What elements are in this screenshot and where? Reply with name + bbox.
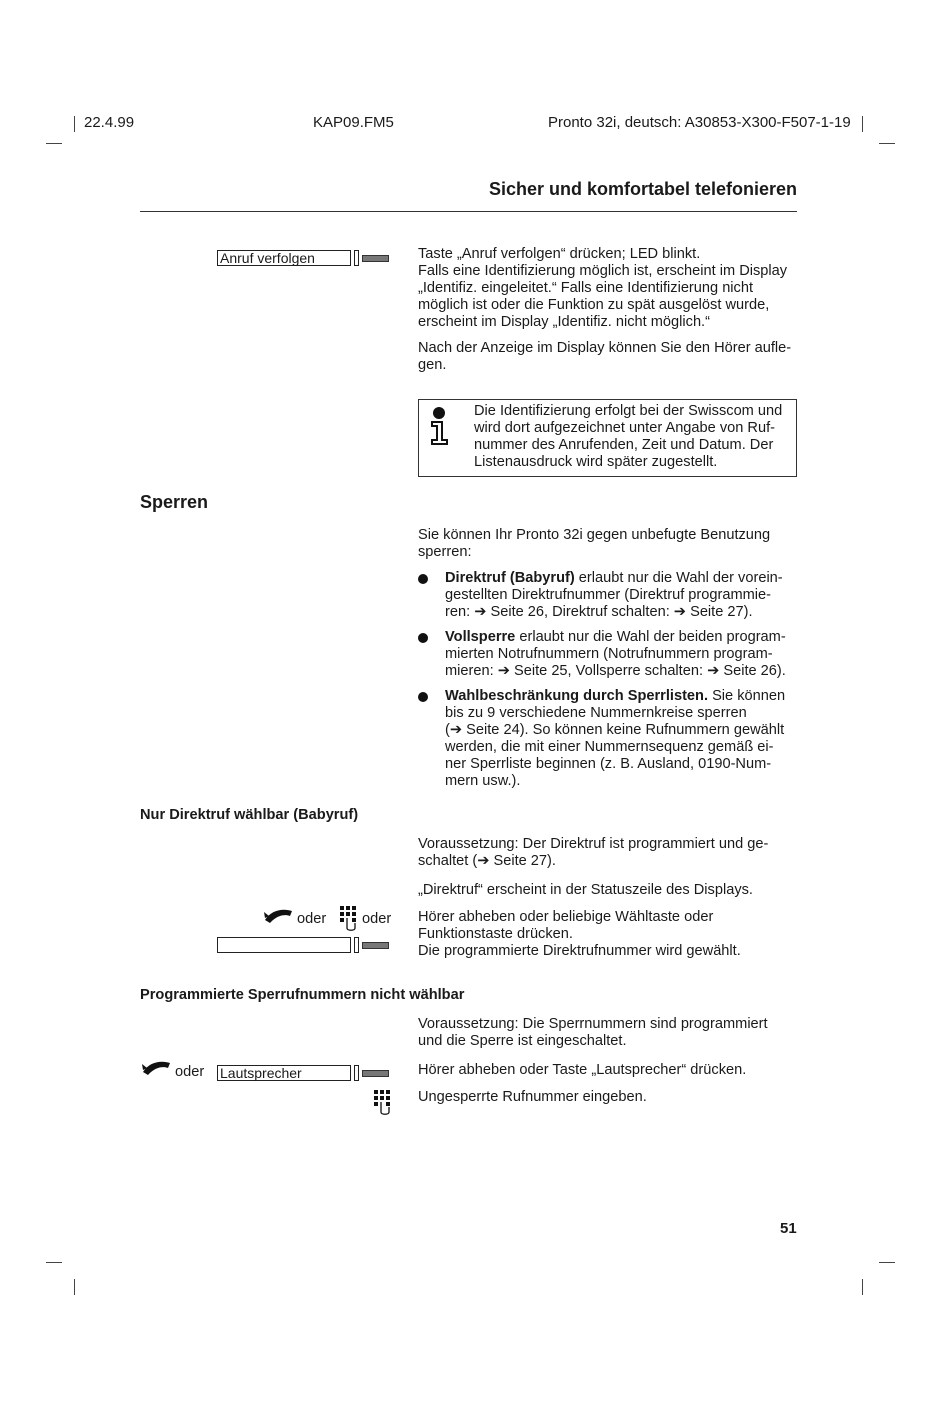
trace-paragraph-2: Nach der Anzeige im Display können Sie den Hörer aufle- gen. xyxy=(418,340,792,373)
function-key-blank[interactable] xyxy=(217,937,351,953)
led-indicator xyxy=(354,250,359,266)
sperren-heading: Sperren xyxy=(140,492,209,512)
key-bar xyxy=(362,1070,389,1077)
bullet-vollsperre: Vollsperre erlaubt nur die Wahl der beiden program- mierten Notrufnummern (Notrufnummern program- mieren: ➔ Seite 25, Vollsperre schalten: ➔ Seite 26). xyxy=(445,629,786,679)
bullet-dot xyxy=(418,633,428,643)
direktruf-prerequisite: Voraussetzung: Der Direktruf ist programmiert und ge- schaltet (➔ Seite 27). xyxy=(418,836,769,869)
crop-mark xyxy=(879,1262,895,1263)
keypad-icon xyxy=(373,1090,393,1116)
crop-mark xyxy=(862,116,863,132)
sperren-intro: Sie können Ihr Pronto 32i gegen unbefugte Benutzung sperren: xyxy=(418,527,771,560)
info-icon xyxy=(429,406,451,446)
header-file: KAP09.FM5 xyxy=(313,114,394,131)
direktruf-heading: Nur Direktruf wählbar (Babyruf) xyxy=(140,807,359,823)
header-date: 22.4.99 xyxy=(84,114,135,131)
title-rule xyxy=(140,211,797,212)
bullet-wahlbeschraenkung: Wahlbeschränkung durch Sperrlisten. Sie können bis zu 9 verschiedene Nummernkreise sperren (➔ Seite 24). So können keine Rufnummern gewählt werden, die mit einer Nummernsequenz gemäß ei- ner Sperrliste beginnen (z. B. Ausland, 0190-Num- mern usw.). xyxy=(445,688,786,789)
sperrnummern-action-2: Ungesperrte Rufnummer eingeben. xyxy=(418,1089,647,1105)
info-text: Die Identifizierung erfolgt bei der Swisscom und wird dort aufgezeichnet unter Angabe von Ruf- nummer des Anrufenden, Zeit und Datum. Der Listenausdruck wird später zugestellt. xyxy=(474,403,783,470)
oder-label: oder xyxy=(175,1064,205,1080)
led-indicator xyxy=(354,1065,359,1081)
trace-paragraph-1: Taste „Anruf verfolgen“ drücken; LED blinkt. Falls eine Identifizierung möglich ist, erscheint im Display „Identifiz. eingeleitet.“ Falls eine Identifizierung nicht möglich ist oder die Funktion zu spät ausgelöst wurde, erscheint im Display „Identifiz. nicht möglich.“ xyxy=(418,246,788,330)
crop-mark xyxy=(74,1279,75,1295)
keypad-icon xyxy=(339,906,359,932)
info-box xyxy=(418,399,797,477)
key-bar xyxy=(362,942,389,949)
page-number: 51 xyxy=(780,1220,797,1237)
handset-icon xyxy=(263,906,293,926)
crop-mark xyxy=(46,143,62,144)
crop-mark xyxy=(74,116,75,132)
led-indicator xyxy=(354,937,359,953)
direktruf-action: Hörer abheben oder beliebige Wähltaste oder Funktionstaste drücken. Die programmierte Direktrufnummer wird gewählt. xyxy=(418,909,741,959)
lautsprecher-key[interactable]: Lautsprecher xyxy=(217,1065,351,1081)
direktruf-status: „Direktruf“ erscheint in der Statuszeile des Displays. xyxy=(418,882,753,898)
oder-label: oder xyxy=(297,911,327,927)
sperrnummern-heading: Programmierte Sperrufnummern nicht wählbar xyxy=(140,987,465,1003)
bullet-dot xyxy=(418,574,428,584)
bullet-direktruf: Direktruf (Babyruf) erlaubt nur die Wahl der vorein- gestellten Direktrufnummer (Direktruf programmie- ren: ➔ Seite 26, Direktruf schalten: ➔ Seite 27). xyxy=(445,570,783,620)
section-title: Sicher und komfortabel telefonieren xyxy=(488,179,797,199)
anruf-verfolgen-key[interactable]: Anruf verfolgen xyxy=(217,250,351,266)
sperrnummern-action-1: Hörer abheben oder Taste „Lautsprecher“ drücken. xyxy=(418,1062,747,1078)
crop-mark xyxy=(879,143,895,144)
header-product: Pronto 32i, deutsch: A30853-X300-F507-1-19 xyxy=(548,114,851,131)
oder-label: oder xyxy=(362,911,392,927)
handset-icon xyxy=(141,1058,171,1078)
crop-mark xyxy=(46,1262,62,1263)
bullet-dot xyxy=(418,692,428,702)
sperrnummern-prerequisite: Voraussetzung: Die Sperrnummern sind programmiert und die Sperre ist eingeschaltet. xyxy=(418,1016,768,1049)
crop-mark xyxy=(862,1279,863,1295)
key-bar xyxy=(362,255,389,262)
